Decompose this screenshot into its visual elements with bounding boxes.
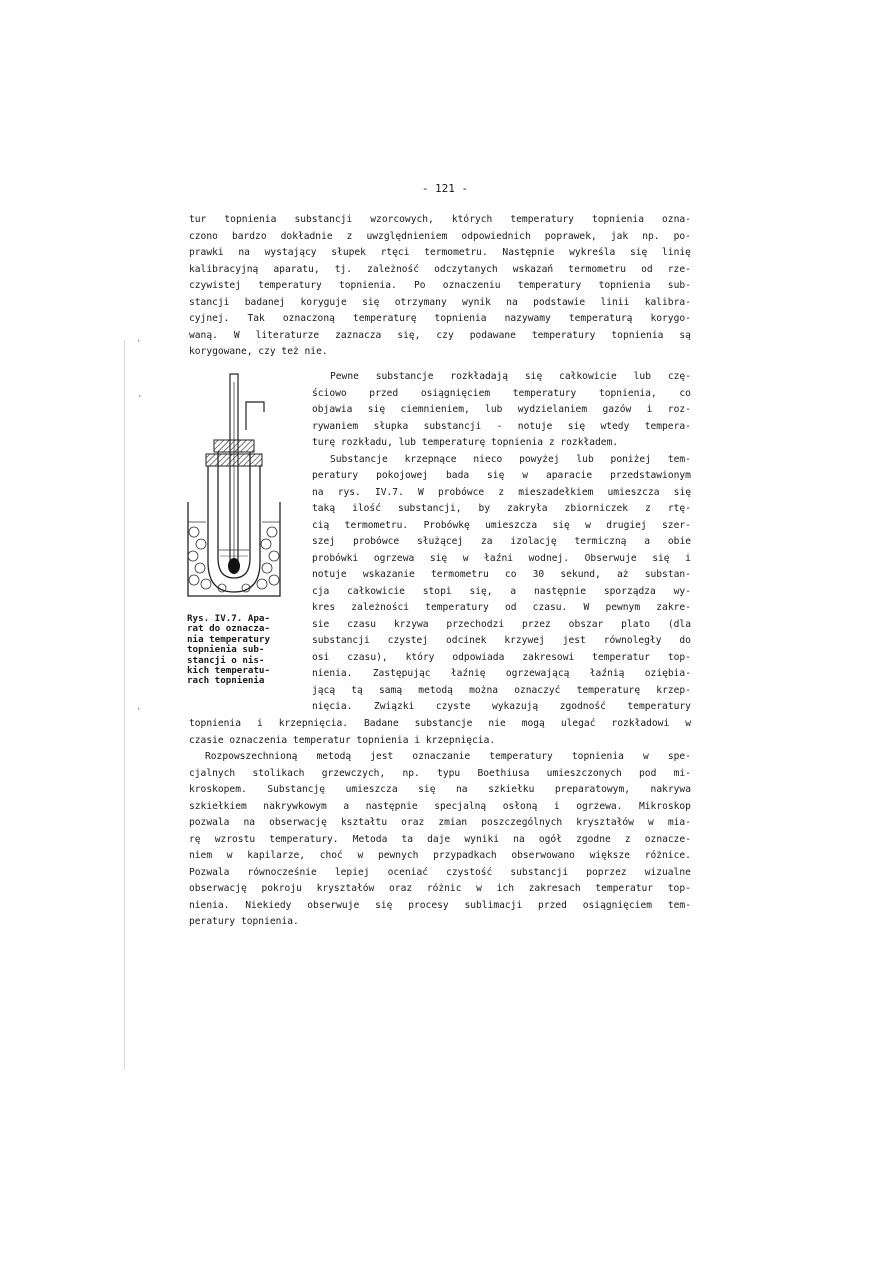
margin-rule <box>124 340 125 1070</box>
text-line: waną. W literaturze zaznacza się, czy podawane temperatury topnienia są <box>189 329 691 341</box>
text-line: rywaniem słupka substancji - notuje się wtedy tempera- <box>312 420 691 432</box>
text-line: kalibracyjną aparatu, tj. zależność odczytanych wskazań termometru od rze- <box>189 263 691 275</box>
text-line: substancji czystej odcinek krzywej jest równoległy do <box>312 635 691 646</box>
text-line: nięcia. Związki czyste wykazują zgodność temperatury <box>312 701 691 712</box>
text-line: kroskopem. Substancję umieszcza się na szkiełku preparatowym, nakrywa <box>189 784 691 795</box>
text-line: niem w kapilarze, choć w pewnych przypadkach obserwowano większe różnice. <box>189 850 691 861</box>
text-line: objawia się ciemnieniem, lub wydzielaniem gazów i roz- <box>312 404 691 415</box>
scan-speck: · <box>136 337 142 347</box>
text-line: topnienia i krzepnięcia. Badane substancje nie mogą ulegać rozkładowi w <box>189 718 691 729</box>
page-number: - 121 - <box>421 182 469 195</box>
caption-line: rach topnienia <box>187 675 265 687</box>
text-line: prawki na wystający słupek rtęci termometru. Następnie wykreśla się linię <box>189 247 691 258</box>
text-line: korygowane, czy też nie. <box>189 346 328 357</box>
caption-line: kich temperatu- <box>187 665 270 677</box>
text-line: szej probówce służącej za izolację termiczną a obie <box>312 536 691 547</box>
text-line: Substancje krzepnące nieco powyżej lub poniżej tem- <box>330 453 691 465</box>
text-line: taką ilość substancji, by zakryła zbiorniczek z rtę- <box>312 503 691 514</box>
text-line: cyjnej. Tak oznaczoną temperaturę topnienia nazywamy temperaturą korygo- <box>189 313 691 324</box>
text-line: rę wzrostu temperatury. Metoda ta daje wyniki na ogół zgodne z oznacze- <box>189 833 691 845</box>
text-line: Pewne substancje rozkładają się całkowicie lub czę- <box>330 371 691 382</box>
caption-line: Rys. IV.7. Apa- <box>187 613 270 624</box>
caption-line: rat do oznacza- <box>187 623 270 635</box>
text-line: jącą tą samą metodą można oznaczyć temperaturę krzep- <box>312 684 691 696</box>
figure-caption <box>187 614 295 687</box>
text-line: pozwala na obserwację kształtu oraz zmian poszczególnych kryształów w mia- <box>189 817 691 828</box>
text-line: tur topnienia substancji wzorcowych, których temperatury topnienia ozna- <box>189 214 691 225</box>
text-line: stancji badanej koryguje się otrzymany wynik na podstawie linii kalibra- <box>189 296 691 308</box>
scan-speck: · <box>136 705 142 715</box>
text-line: osi czasu), który odpowiada zakresowi temperatur top- <box>312 651 691 663</box>
text-line: czono bardzo dokładnie z uwzględnieniem odpowiednich poprawek, jak np. po- <box>189 230 691 242</box>
apparatus-drawing <box>184 372 296 608</box>
text-line: nienia. Zastępując łaźnię ogrzewającą łaźnią oziębia- <box>312 668 691 679</box>
text-line: notuje wskazanie termometru co 30 sekund, aż substan- <box>312 569 691 580</box>
text-line: peratury topnienia. <box>189 916 299 927</box>
scan-speck: · <box>137 392 143 402</box>
caption-line: topnienia sub- <box>187 644 265 656</box>
text-line: peratury pokojowej bada się w aparacie przedstawionym <box>312 470 691 481</box>
text-line: szkiełkiem nakrywkowym a następnie specjalną osłoną i ogrzewa. Mikroskop <box>189 800 691 812</box>
text-line: nienia. Niekiedy obserwuje się procesy sublimacji przed osiągnięciem tem- <box>189 899 691 911</box>
text-line: sie czasu krzywa przechodzi przez obszar plato (dla <box>312 618 691 630</box>
text-line: cjalnych stolikach grzewczych, np. typu Boethiusa umieszczonych pod mi- <box>189 767 691 779</box>
text-line: cią termometru. Probówkę umieszcza się w drugiej szer- <box>312 519 691 531</box>
text-line: Pozwala równocześnie lepiej oceniać czystość substancji poprzez wizualne <box>189 866 691 878</box>
text-line: turę rozkładu, lub temperaturę topnienia z rozkładem. <box>312 437 619 448</box>
text-line: obserwację pokroju kryształów oraz różnic w ich zakresach temperatur top- <box>189 883 691 894</box>
text-line: czywistej temperatury topnienia. Po oznaczeniu temperatury topnienia sub- <box>189 280 691 291</box>
caption-line: nia temperatury <box>187 633 270 645</box>
text-line: ściowo przed osiągnięciem temperatury topnienia, co <box>312 387 691 399</box>
caption-line: stancji o nis- <box>187 654 265 666</box>
text-line: na rys. IV.7. W probówce z mieszadełkiem umieszcza się <box>312 486 691 498</box>
text-line: kres zależności temperatury od czasu. W pewnym zakre- <box>312 602 691 613</box>
text-line: cja całkowicie stopi się, a następnie sporządza wy- <box>312 585 691 597</box>
text-line: czasie oznaczenia temperatur topnienia i krzepnięcia. <box>189 734 496 746</box>
apparatus-figure <box>184 372 296 608</box>
text-line: Rozpowszechnioną metodą jest oznaczanie temperatury topnienia w spe- <box>205 751 691 762</box>
text-line: probówki ogrzewa się w łaźni wodnej. Obserwuje się i <box>312 552 691 564</box>
